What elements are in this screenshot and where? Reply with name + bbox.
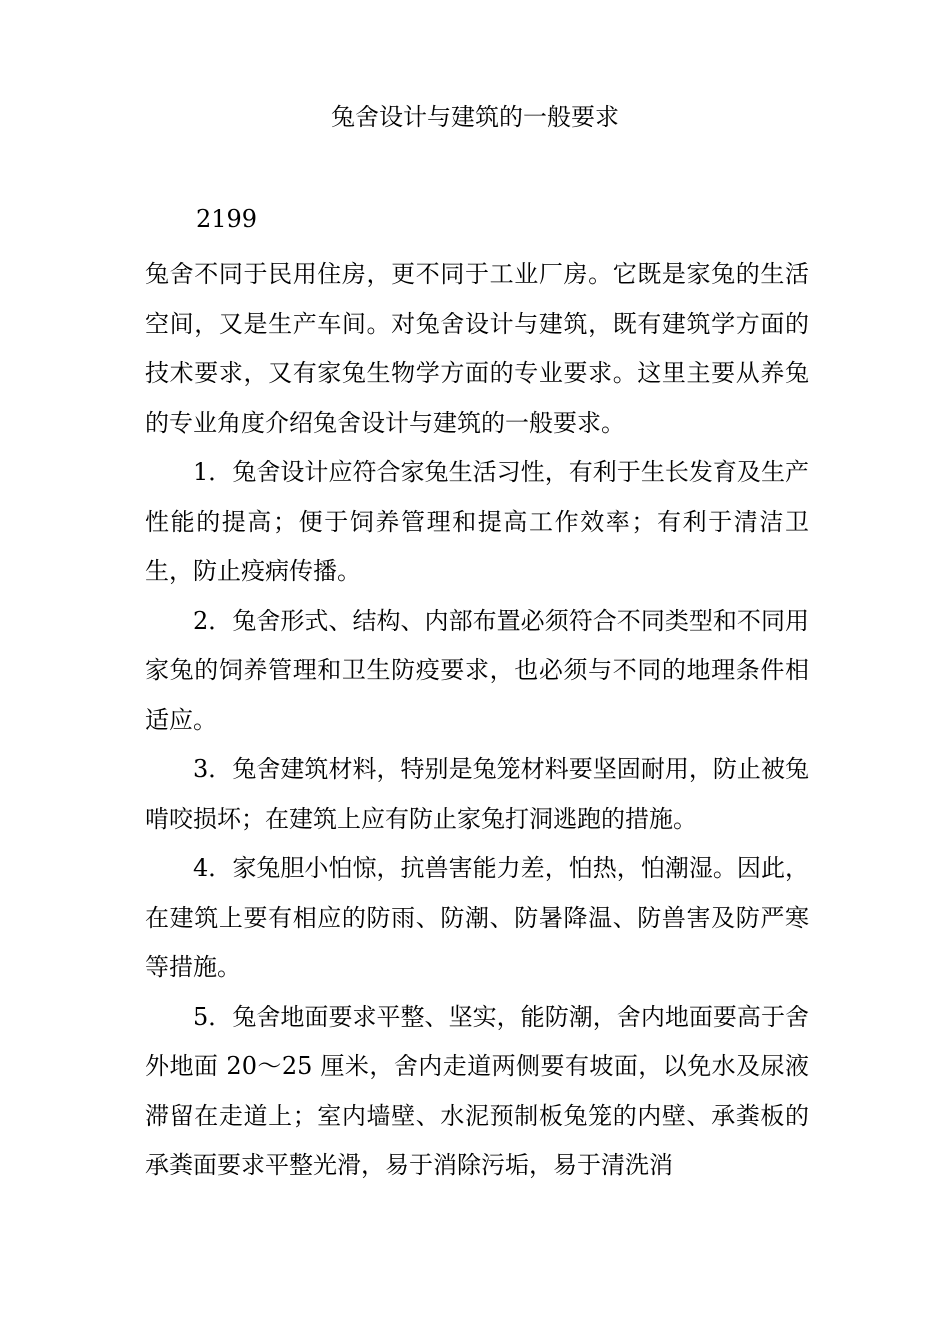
paragraph-intro: 兔舍不同于民用住房，更不同于工业厂房。它既是家兔的生活空间，又是生产车间。对兔舍设计与建筑，既有建筑学方面的技术要求，又有家兔生物学方面的专业要求。这里主要从养兔的专业角度介绍兔舍设计与建筑的一般要求。 [145,260,809,437]
document-title: 兔舍设计与建筑的一般要求 [331,103,619,131]
paragraph-item-2: 2．兔舍形式、结构、内部布置必须符合不同类型和不同用家兔的饲养管理和卫生防疫要求，也必须与不同的地理条件相适应。 [145,606,809,734]
paragraph-item-3: 3．兔舍建筑材料，特别是兔笼材料要坚固耐用，防止被兔啃咬损坏；在建筑上应有防止家兔打洞逃跑的措施。 [145,755,809,833]
document-number: 2199 [196,205,258,233]
paragraph-item-5: 5．兔舍地面要求平整、坚实，能防潮，舍内地面要高于舍外地面 20～25 厘米，舍内走道两侧要有坡面，以免水及尿液滞留在走道上；室内墙壁、水泥预制板兔笼的内壁、承粪板的承粪面要求平整光滑，易于消除污垢，易于清洗消 [145,1002,809,1179]
paragraph-item-1: 1．兔舍设计应符合家兔生活习性，有利于生长发育及生产性能的提高；便于饲养管理和提高工作效率；有利于清洁卫生，防止疫病传播。 [145,458,809,585]
paragraph-item-4: 4．家兔胆小怕惊，抗兽害能力差，怕热，怕潮湿。因此，在建筑上要有相应的防雨、防潮、防暑降温、防兽害及防严寒等措施。 [145,854,809,981]
document-body [145,250,809,1191]
